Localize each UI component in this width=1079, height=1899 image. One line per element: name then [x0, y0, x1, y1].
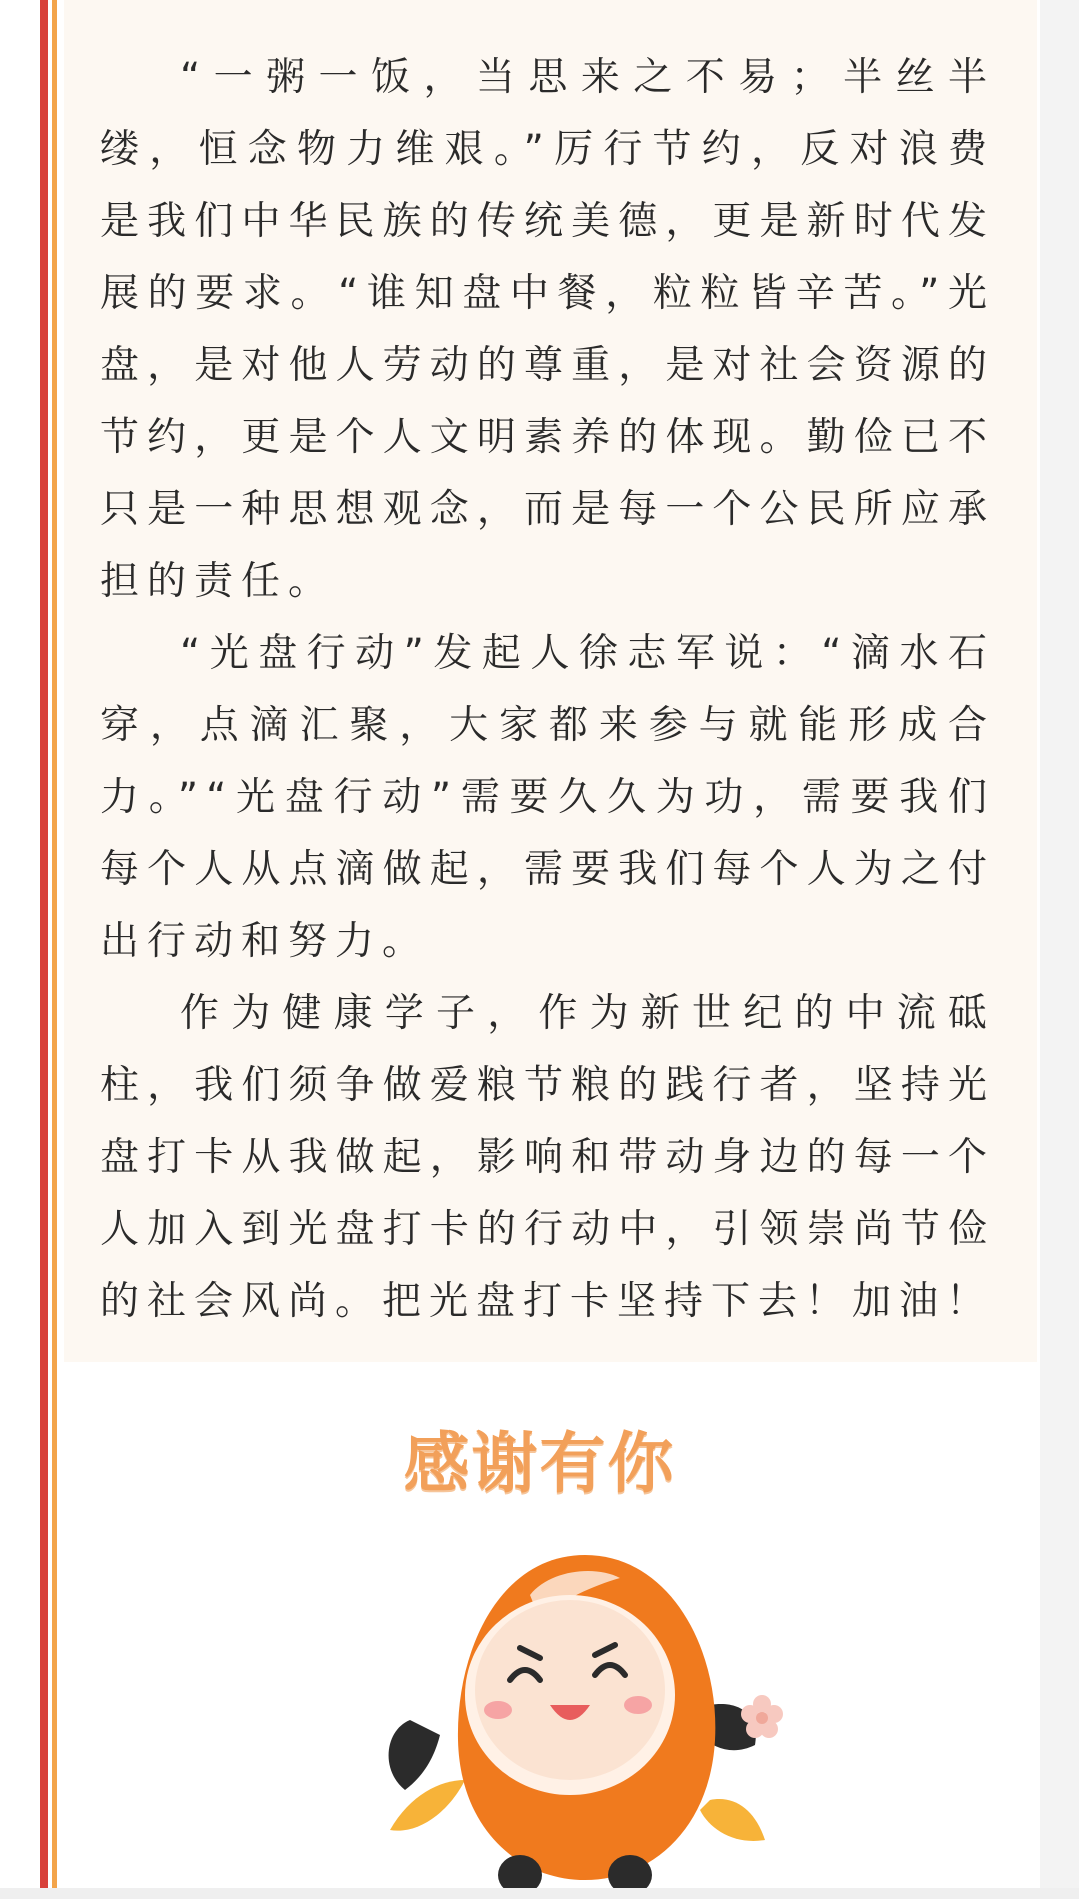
left-red-border: [40, 0, 48, 1899]
left-orange-border: [52, 0, 57, 1899]
right-gutter: [1040, 0, 1079, 1899]
article-paragraph-2: “光盘行动”发起人徐志军说：“滴水石穿，点滴汇聚，大家都来参与就能形成合力。”“光盘行动”需要久久为功，需要我们每个人从点滴做起，需要我们每个人为之付出行动和努力。: [100, 631, 995, 964]
article-paragraph-1: “一粥一饭，当思来之不易；半丝半缕，恒念物力维艰。”厉行节约，反对浪费是我们中华民族的传统美德，更是新时代发展的要求。“谁知盘中餐，粒粒皆辛苦。”光盘，是对他人劳动的尊重，是对社会资源的节约，更是个人文明素养的体现。勤俭已不只是一种思想观念，而是每一个公民所应承担的责任。: [100, 55, 995, 604]
bottom-gutter: [0, 1888, 1079, 1899]
flower-icon: [737, 1692, 787, 1742]
article-paragraph-3: 作为健康学子，作为新世纪的中流砥柱，我们须争做爱粮节粮的践行者，坚持光盘打卡从我做起，影响和带动身边的每一个人加入到光盘打卡的行动中，引领崇尚节俭的社会风尚。把光盘打卡坚持下去！加油！: [100, 991, 995, 1324]
thanks-title: 感谢有你: [403, 1425, 676, 1502]
